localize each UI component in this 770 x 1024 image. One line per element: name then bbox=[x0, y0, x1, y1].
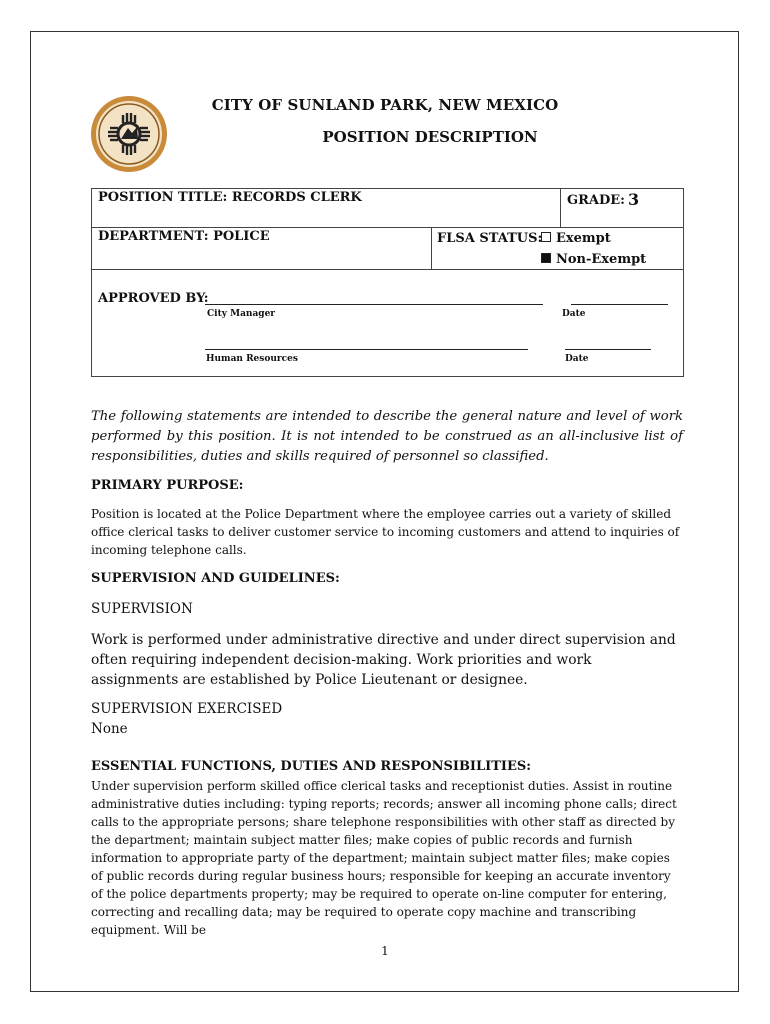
primary-purpose-heading: PRIMARY PURPOSE: bbox=[91, 478, 244, 493]
primary-purpose-text: Position is located at the Police Department where the employee carries out a variety of skilled office clerical tasks to deliver customer service to incoming customers and attend to inquiries of incoming telephone calls. bbox=[91, 507, 680, 557]
intro-statement: The following statements are intended to describe the general nature and level of work performed by this position. It is not intended to be construed as an all-inclusive list of responsibilities, duties and skills required of personnel so classified. bbox=[91, 409, 683, 464]
essential-functions-heading: ESSENTIAL FUNCTIONS, DUTIES AND RESPONSIBILITIES: bbox=[91, 759, 532, 774]
flsa-label: FLSA STATUS: bbox=[437, 231, 543, 246]
flsa-nonexempt-option bbox=[541, 252, 646, 267]
supervision-subheading: SUPERVISION bbox=[91, 601, 193, 617]
supervision-heading: SUPERVISION AND GUIDELINES: bbox=[91, 571, 340, 586]
human-resources-label: Human Resources bbox=[206, 354, 298, 364]
nonexempt-checkbox-icon bbox=[541, 253, 551, 263]
date1-line bbox=[571, 304, 668, 305]
city-manager-signature-line bbox=[205, 304, 543, 305]
exempt-checkbox-icon bbox=[541, 232, 551, 242]
essential-functions-text: Under supervision perform skilled office clerical tasks and receptionist duties. Assist in routine administrative duties including: typing reports; records; answer all incoming phone calls; direct calls to the appropriate persons; share telephone responsibilities with other staff as directed by the department; maintain subject matter files; make copies of public records and furnish information to appropriate party of the department; maintain subject matter files; make copies of public records during regular business hours; responsible for keeping an accurate inventory of the police departments property; may be required to operate on-line computer for entering, correcting and recalling data; may be required to operate copy machine and transcribing equipment. Will be bbox=[91, 779, 677, 937]
box-divider-2 bbox=[91, 269, 684, 270]
date2-line bbox=[565, 349, 651, 350]
date1-label: Date bbox=[562, 309, 586, 319]
supervision-text: Work is performed under administrative directive and under direct supervision and often requiring independent decision-making. Work priorities and work assignments are established by Police Lieutenant or designee. bbox=[91, 632, 676, 688]
box-divider-1 bbox=[91, 227, 684, 228]
document-subtitle: POSITION DESCRIPTION bbox=[322, 128, 538, 146]
approved-by-label: APPROVED BY: bbox=[98, 291, 209, 306]
city-manager-label: City Manager bbox=[207, 309, 276, 319]
flsa-exempt-option bbox=[541, 231, 611, 246]
date2-label: Date bbox=[565, 354, 589, 364]
flsa-exempt-label: Exempt bbox=[556, 231, 611, 246]
page-number: 1 bbox=[381, 944, 389, 958]
box-vdivider-2 bbox=[431, 227, 432, 270]
grade-value: 3 bbox=[628, 190, 640, 209]
flsa-nonexempt-label: Non-Exempt bbox=[556, 252, 647, 267]
document-title: CITY OF SUNLAND PARK, NEW MEXICO bbox=[211, 96, 559, 114]
hr-signature-line bbox=[205, 349, 528, 350]
department: DEPARTMENT: POLICE bbox=[98, 229, 270, 244]
supervision-exercised-value: None bbox=[91, 721, 128, 737]
grade-label: GRADE: bbox=[567, 193, 625, 208]
position-title: POSITION TITLE: RECORDS CLERK bbox=[98, 190, 362, 205]
box-vdivider-1 bbox=[560, 188, 561, 228]
supervision-exercised-label: SUPERVISION EXERCISED bbox=[91, 701, 283, 717]
